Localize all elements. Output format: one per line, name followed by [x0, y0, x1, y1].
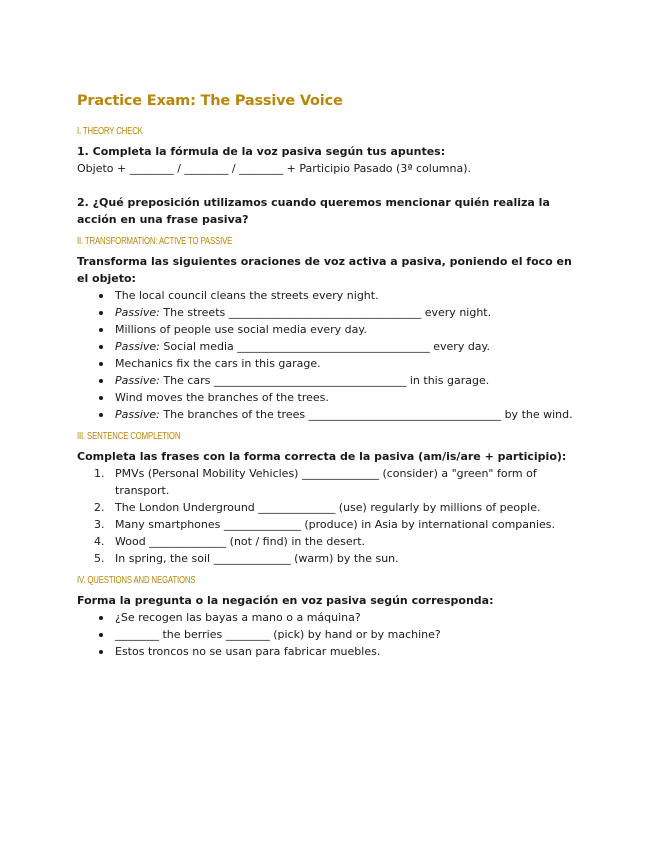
item-text: Mechanics fix the cars in this garage. — [115, 357, 321, 370]
list-item — [94, 516, 574, 533]
section-heading-theory: I. THEORY CHECK — [77, 126, 143, 137]
passive-label: Passive: — [115, 408, 160, 421]
passive-label: Passive: — [115, 306, 160, 319]
transformation-instruction: Transforma las siguientes oraciones de voz activa a pasiva, poniendo el foco en el objeto: — [77, 255, 572, 285]
item-number: 1. — [94, 467, 105, 480]
section-heading-questions: IV. QUESTIONS AND NEGATIONS — [77, 575, 196, 586]
transformation-list — [77, 287, 577, 423]
passive-label: Passive: — [115, 340, 160, 353]
list-item — [97, 406, 577, 423]
list-item — [97, 389, 577, 406]
item-number: 5. — [94, 552, 105, 565]
list-item — [97, 372, 577, 389]
completion-instruction: Completa las frases con la forma correcta de la pasiva (am/is/are + participio): — [77, 450, 567, 463]
item-number: 2. — [94, 501, 105, 514]
question-2: 2. ¿Qué preposición utilizamos cuando queremos mencionar quién realiza la acción en una frase pasiva? — [77, 196, 550, 226]
item-text: PMVs (Personal Mobility Vehicles) ______________ (consider) a "green" form of transport. — [115, 467, 537, 497]
list-item — [97, 304, 577, 321]
item-text: Wood ______________ (not / find) in the desert. — [115, 535, 365, 548]
list-item: ¿Se recogen las bayas a mano o a máquina? — [97, 609, 577, 626]
questions-list — [77, 609, 577, 660]
item-number: 3. — [94, 518, 105, 531]
item-text: The branches of the trees ___________________________________ by the wind. — [159, 408, 573, 421]
questions-instruction: Forma la pregunta o la negación en voz pasiva según corresponda: — [77, 594, 494, 607]
item-text: The streets ___________________________________ every night. — [159, 306, 492, 319]
list-item — [94, 465, 574, 499]
item-number: 4. — [94, 535, 105, 548]
item-text: The London Underground ______________ (use) regularly by millions of people. — [115, 501, 541, 514]
section-heading-transformation: II. TRANSFORMATION: ACTIVE TO PASSIVE — [77, 236, 233, 247]
list-item — [97, 338, 577, 355]
item-text: The local council cleans the streets every night. — [115, 289, 379, 302]
list-item: ________ the berries ________ (pick) by hand or by machine? — [97, 626, 577, 643]
passive-label: Passive: — [115, 374, 160, 387]
list-item — [97, 287, 577, 304]
section-heading-completion: III. SENTENCE COMPLETION — [77, 431, 181, 442]
list-item — [94, 533, 574, 550]
question-1-formula: Objeto + ________ / ________ / ________ + Participio Pasado (3ª columna). — [77, 162, 472, 175]
list-item — [97, 355, 577, 372]
item-text: Many smartphones ______________ (produce) in Asia by international companies. — [115, 518, 556, 531]
page-title: Practice Exam: The Passive Voice — [77, 93, 343, 109]
question-1: 1. Completa la fórmula de la voz pasiva según tus apuntes: — [77, 145, 446, 158]
list-item — [94, 499, 574, 516]
list-item — [97, 321, 577, 338]
list-item — [94, 550, 574, 567]
item-text: Millions of people use social media every day. — [115, 323, 367, 336]
item-text: Social media ___________________________________ every day. — [159, 340, 490, 353]
item-text: The cars ___________________________________ in this garage. — [159, 374, 490, 387]
completion-list — [77, 465, 574, 567]
item-text: In spring, the soil ______________ (warm) by the sun. — [115, 552, 399, 565]
item-text: Wind moves the branches of the trees. — [115, 391, 329, 404]
list-item: Estos troncos no se usan para fabricar muebles. — [97, 643, 577, 660]
